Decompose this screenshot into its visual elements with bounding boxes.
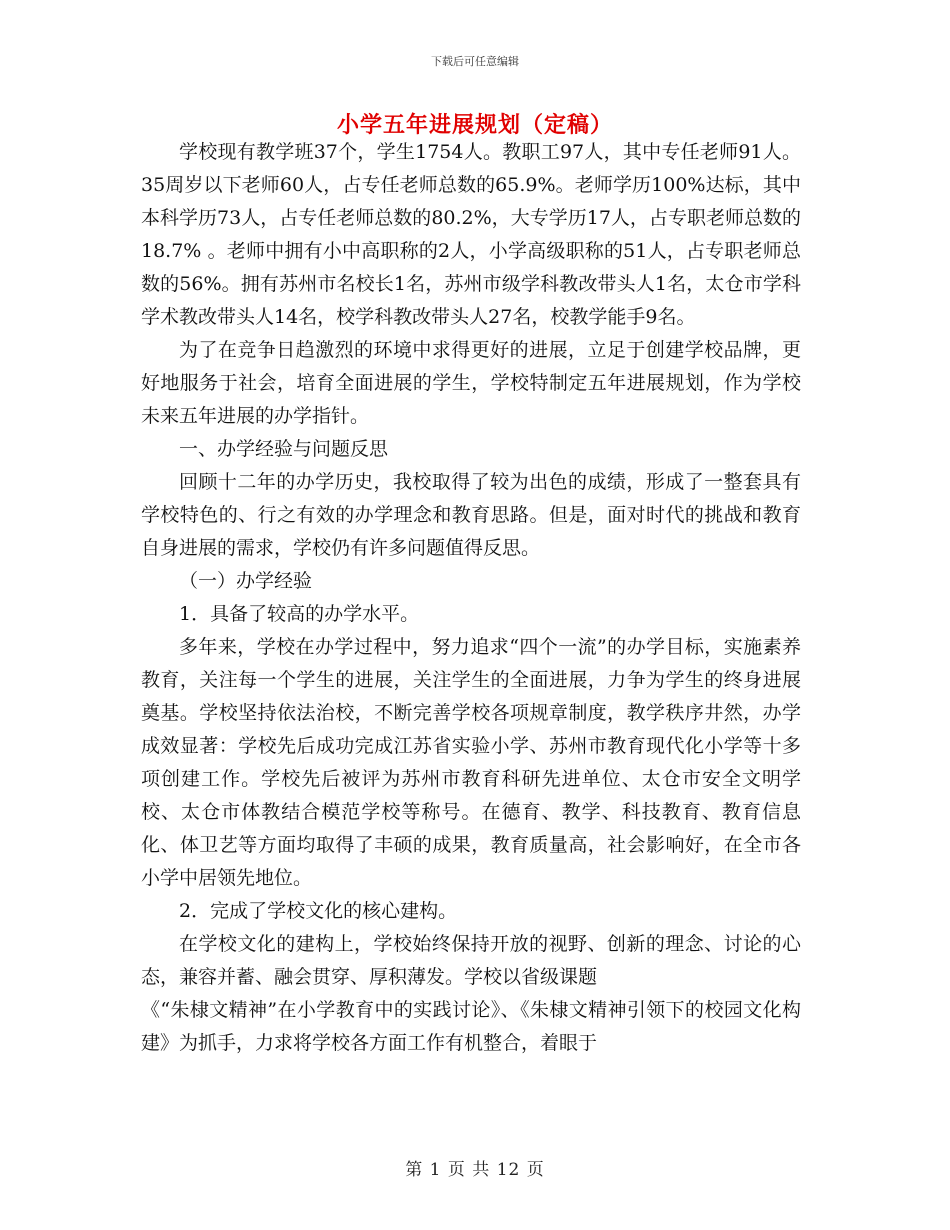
item-heading-2: 2．完成了学校文化的核心建构。 [179, 900, 458, 922]
item-heading-1: 1．具备了较高的办学水平。 [179, 603, 420, 625]
header-note: 下载后可任意编辑 [431, 55, 519, 68]
section-heading-1: 一、办学经验与问题反思 [179, 438, 389, 460]
page-number: 第 1 页 共 12 页 [405, 1160, 545, 1180]
paragraph-review: 回顾十二年的办学历史，我校取得了较为出色的成绩，形成了一整套具有学校特色的、行之有效的办学理念和教育思路。但是，面对时代的挑战和教育自身进展的需求，学校仍有许多问题值得反思。 [141, 471, 801, 559]
document-title: 小学五年进展规划（定稿） [336, 113, 613, 138]
paragraph-purpose: 为了在竞争日趋激烈的环境中求得更好的进展，立足于创建学校品牌，更好地服务于社会，培育全面进展的学生，学校特制定五年进展规划，作为学校未来五年进展的办学指针。 [141, 339, 801, 427]
paragraph-culture: 在学校文化的建构上，学校始终保持开放的视野、创新的理念、讨论的心态，兼容并蓄、融会贯穿、厚积薄发。学校以省级课题 [141, 933, 801, 988]
paragraph-culture-continued: 《“朱棣文精神”在小学教育中的实践讨论》、《朱棣文精神引领下的校园文化构建》为抓手，力求将学校各方面工作有机整合，着眼于 [141, 999, 801, 1054]
subsection-heading-1: （一）办学经验 [179, 570, 313, 592]
paragraph-achievements: 多年来，学校在办学过程中，努力追求“四个一流”的办学目标，实施素养教育，关注每一个学生的进展，关注学生的全面进展，力争为学生的终身进展奠基。学校坚持依法治校，不断完善学校各项规章制度，教学秩序井然，办学成效显著：学校先后成功完成江苏省实验小学、苏州市教育现代化小学等十多项创建工作。学校先后被评为苏州市教育科研先进单位、太仓市安全文明学校、太仓市体教结合模范学校等称号。在德育、教学、科技教育、教育信息化、体卫艺等方面均取得了丰硕的成果，教育质量高，社会影响好，在全市各小学中居领先地位。 [141, 636, 801, 889]
paragraph-school-overview: 学校现有教学班37个，学生1754人。教职工97人，其中专任老师91人。35周岁以下老师60人，占专任老师总数的65.9%。老师学历100%达标，其中本科学历73人，占专任老师总数的80.2%，大专学历17人，占专职老师总数的18.7% 。老师中拥有小中高职称的2人，小学高级职称的51人，占专职老师总数的56%。拥有苏州市名校长1名，苏州市级学科教改带头人1名，太仓市学科学术教改带头人14名，校学科教改带头人27名，校教学能手9名。 [141, 141, 801, 328]
document-body [141, 136, 801, 1060]
